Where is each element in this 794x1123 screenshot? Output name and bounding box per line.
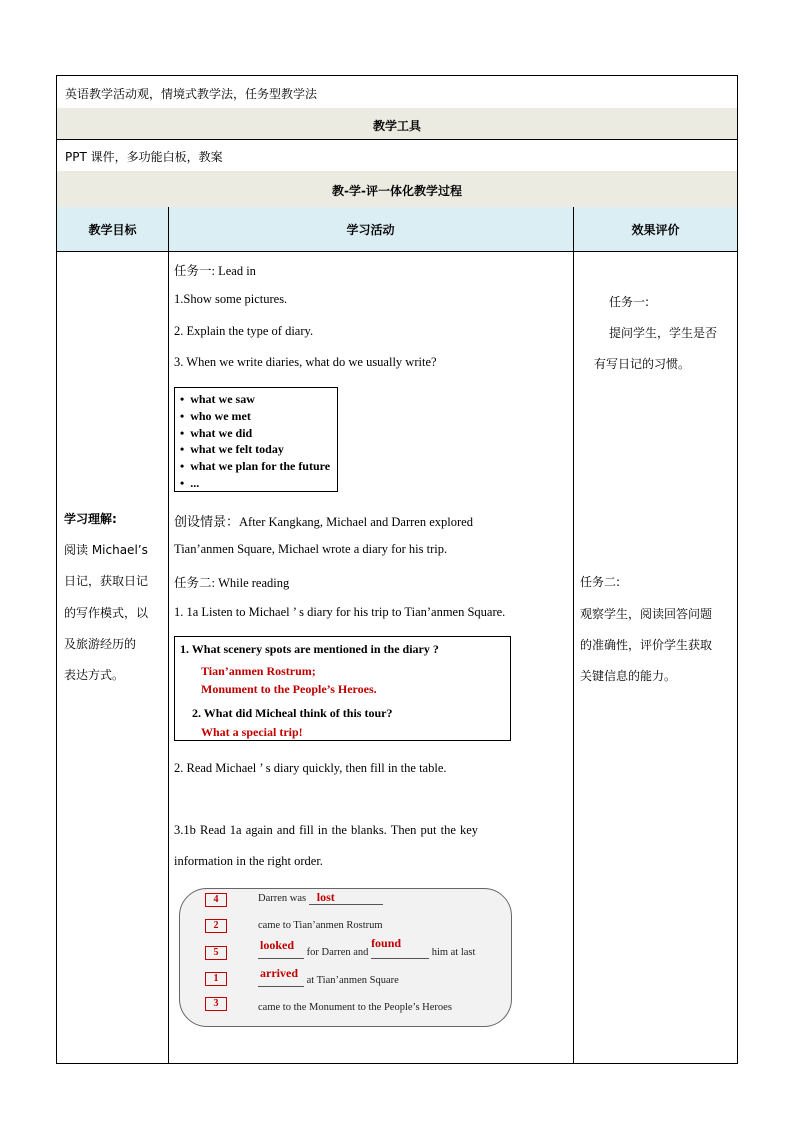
objective-line: 及旅游经历的	[64, 637, 137, 651]
objective-heading: 学习理解:	[64, 512, 117, 526]
answer-arrived: arrived	[260, 966, 298, 980]
eval-task2-label: 任务二:	[580, 575, 621, 589]
order-item: looked for Darren and found him at last	[260, 936, 476, 958]
answer-lost: lost	[316, 890, 335, 904]
methods-text: 英语教学活动观，情境式教学法，任务型教学法	[65, 87, 318, 101]
objective-line: 日记，获取日记	[64, 574, 149, 588]
col-header-evaluation: 效果评价	[631, 223, 680, 237]
list-item: • what we did	[180, 425, 253, 440]
scenario-line-2: Tian’anmen Square, Michael wrote a diary for his trip.	[174, 542, 448, 556]
column-header-row	[56, 207, 738, 252]
col-header-objective: 教学目标	[88, 223, 137, 237]
objective-line: 表达方式。	[64, 668, 125, 682]
order-number: 3	[205, 997, 227, 1011]
task2-step-2: 2. Read Michael ’ s diary quickly, then fill in the table.	[174, 761, 447, 775]
answer-1a: Tian’anmen Rostrum;	[201, 664, 316, 678]
order-item: arrived at Tian’anmen Square	[260, 966, 399, 986]
diary-content-list	[174, 387, 338, 492]
scenario-label: 创设情景：	[174, 515, 240, 530]
task1-step: 2. Explain the type of diary.	[174, 324, 314, 338]
list-item: • what we saw	[180, 392, 255, 406]
order-number: 4	[205, 893, 227, 907]
list-item: • what we felt today	[180, 442, 284, 457]
list-item: • what we plan for the future	[180, 459, 331, 474]
list-item: • who we met	[180, 408, 251, 423]
order-item: came to the Monument to the People’s Heroes	[258, 1002, 452, 1013]
scenario-line: 创设情景：After Kangkang, Michael and Darren explored	[174, 515, 473, 530]
eval-task1-line: 提问学生，学生是否	[609, 326, 718, 340]
order-number: 5	[205, 946, 227, 960]
col-header-activity: 学习活动	[346, 223, 395, 237]
task2-step-1: 1. 1a Listen to Michael ’ s diary for his trip to Tian’anmen Square.	[174, 605, 506, 619]
task2-step-3: 3.1b Read 1a again and fill in the blanks. Then put the key	[174, 823, 479, 837]
question-box	[174, 636, 511, 741]
task1-step: 3. When we write diaries, what do we usually write?	[174, 355, 437, 369]
eval-task2-line: 关键信息的能力。	[580, 669, 677, 683]
answer-1b: Monument to the People’s Heroes.	[201, 682, 377, 696]
eval-task2-line: 的准确性，评价学生获取	[580, 638, 713, 652]
task2-step-3-cont: information in the right order.	[174, 854, 323, 868]
eval-task2-line: 观察学生，阅读回答问题	[580, 607, 713, 621]
order-item: came to Tian’anmen Rostrum	[258, 920, 383, 931]
task2-title: 任务二: While reading	[174, 576, 290, 590]
order-number: 1	[205, 972, 227, 986]
process-header: 教-学-评一体化教学过程	[332, 184, 462, 198]
tools-row	[56, 139, 738, 172]
eval-task1-label: 任务一:	[609, 295, 650, 309]
answer-looked: looked	[260, 938, 295, 952]
task1-step: 1.Show some pictures.	[174, 292, 288, 306]
list-item: • ...	[180, 475, 200, 490]
answer-2: What a special trip!	[201, 725, 303, 739]
answer-found: found	[371, 936, 402, 950]
order-item: Darren was lost	[258, 893, 383, 905]
eval-task1-line: 有写日记的习惯。	[594, 357, 691, 371]
question-1: 1. What scenery spots are mentioned in the diary ?	[180, 642, 439, 656]
tools-header-row	[56, 108, 738, 140]
objective-line: 阅读 Michael’s	[64, 543, 148, 557]
tools-header: 教学工具	[372, 119, 421, 133]
question-2: 2. What did Micheal think of this tour?	[192, 706, 393, 720]
tools-text: PPT 课件，多功能白板，教案	[65, 150, 223, 164]
order-number: 2	[205, 919, 227, 933]
methods-row	[56, 75, 738, 109]
task1-title: 任务一: Lead in	[174, 264, 256, 278]
process-header-row	[56, 171, 738, 208]
objective-line: 的写作模式，以	[64, 606, 149, 620]
